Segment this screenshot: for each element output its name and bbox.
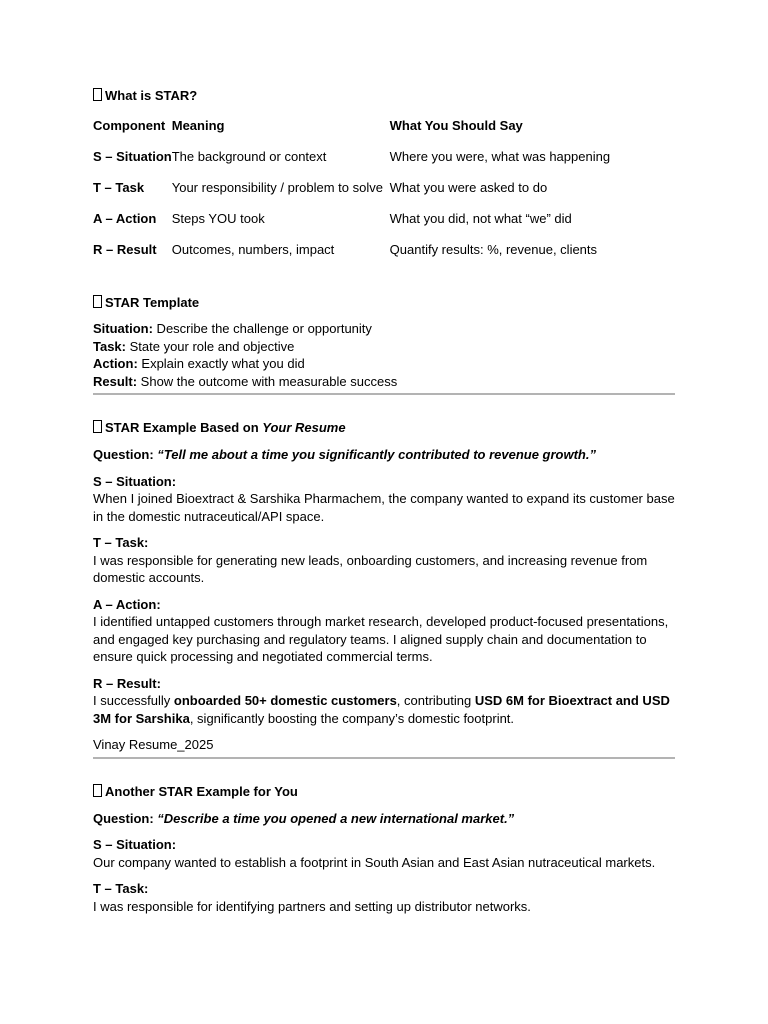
section-heading-star-example xyxy=(93,419,675,437)
situation-paragraph xyxy=(93,473,675,526)
template-label: Situation: xyxy=(93,321,153,336)
table-cell-meaning: Your responsibility / problem to solve xyxy=(171,180,383,195)
situation-text: Our company wanted to establish a footprint in South Asian and East Asian nutraceutical markets. xyxy=(93,854,656,870)
template-line xyxy=(93,338,675,356)
table-row xyxy=(93,177,675,208)
heading-text: STAR Example Based on xyxy=(105,420,263,435)
table-cell-say: Where you were, what was happening xyxy=(389,149,611,164)
template-label: Task: xyxy=(93,338,126,354)
task-text: I was responsible for generating new leads, onboarding customers, and increasing revenue from domestic accounts. xyxy=(93,552,648,585)
table-cell-say: What you were asked to do xyxy=(389,180,548,195)
document-content xyxy=(93,87,675,915)
star-components-table xyxy=(93,115,675,270)
table-cell-component: R – Result xyxy=(93,242,157,257)
result-text-mid: , contributing xyxy=(396,693,475,708)
placeholder-glyph-icon xyxy=(93,784,102,797)
task-label: T – Task: xyxy=(93,881,149,896)
horizontal-divider xyxy=(93,393,675,395)
template-line xyxy=(93,320,675,338)
situation-text: When I joined Bioextract & Sarshika Pharmachem, the company wanted to expand its customer base in the domestic nutraceutical/API space. xyxy=(93,491,675,524)
table-cell-say: What you did, not what “we” did xyxy=(389,211,572,226)
template-text: Show the outcome with measurable success xyxy=(137,373,398,389)
section-heading-star-template xyxy=(93,294,675,312)
result-highlight-customers: onboarded 50+ domestic customers xyxy=(173,693,397,708)
table-header-cell: Component xyxy=(93,118,166,133)
task-paragraph xyxy=(93,880,675,915)
heading-text: What is STAR? xyxy=(105,88,198,103)
table-header-cell: Meaning xyxy=(171,118,225,133)
table-row xyxy=(93,239,675,270)
template-line xyxy=(93,355,675,373)
section-heading-what-is-star xyxy=(93,87,675,105)
star-template-lines xyxy=(93,320,675,390)
table-header-row xyxy=(93,115,675,146)
placeholder-glyph-icon xyxy=(93,420,102,433)
table-header-cell: What You Should Say xyxy=(389,118,523,133)
result-text-post: , significantly boosting the company’s domestic footprint. xyxy=(189,710,515,726)
table-row xyxy=(93,146,675,177)
table-cell-component: T – Task xyxy=(93,180,145,195)
template-line xyxy=(93,373,675,391)
section-heading-another-example xyxy=(93,783,675,801)
result-label: R – Result: xyxy=(93,675,161,691)
source-citation: Vinay Resume_2025 xyxy=(93,737,214,752)
spacer xyxy=(93,270,675,294)
situation-label: S – Situation: xyxy=(93,473,177,489)
template-label: Action: xyxy=(93,356,138,371)
question-text: “Describe a time you opened a new international market.” xyxy=(157,810,515,826)
example-question xyxy=(93,446,675,464)
template-text: Explain exactly what you did xyxy=(137,356,305,371)
task-paragraph xyxy=(93,534,675,587)
task-label: T – Task: xyxy=(93,535,149,550)
table-cell-say: Quantify results: %, revenue, clients xyxy=(389,242,598,257)
result-text-pre: I successfully xyxy=(93,693,174,708)
template-label: Result: xyxy=(93,373,138,389)
action-text: I identified untapped customers through market research, developed product-focused presentations, and engaged key purchasing and regulatory teams. I aligned supply chain and documentation to ensure quick processing and negotiated commercial terms. xyxy=(93,614,669,664)
result-paragraph xyxy=(93,675,675,728)
table-cell-meaning: The background or context xyxy=(171,149,327,164)
heading-italic-text: Your Resume xyxy=(262,420,346,435)
situation-paragraph xyxy=(93,836,675,871)
table-row xyxy=(93,208,675,239)
situation-label: S – Situation: xyxy=(93,837,177,852)
question-label: Question: xyxy=(93,447,154,462)
heading-text: STAR Template xyxy=(105,295,200,310)
task-text: I was responsible for identifying partners and setting up distributor networks. xyxy=(93,898,531,914)
question-label: Question: xyxy=(93,810,154,826)
question-text: “Tell me about a time you significantly contributed to revenue growth.” xyxy=(157,447,596,462)
action-label: A – Action: xyxy=(93,596,161,612)
horizontal-divider xyxy=(93,757,675,759)
table-cell-component: S – Situation xyxy=(93,149,172,164)
placeholder-glyph-icon xyxy=(93,295,102,308)
example-question xyxy=(93,810,675,828)
placeholder-glyph-icon xyxy=(93,88,102,101)
table-cell-meaning: Steps YOU took xyxy=(171,211,265,226)
table-cell-meaning: Outcomes, numbers, impact xyxy=(171,242,335,257)
table-cell-component: A – Action xyxy=(93,211,157,226)
heading-text: Another STAR Example for You xyxy=(105,783,298,799)
template-text: State your role and objective xyxy=(126,338,295,354)
action-paragraph xyxy=(93,596,675,666)
result-highlight-revenue: USD 6M for Bioextract and USD 3M for Sarshika xyxy=(93,693,670,726)
template-text: Describe the challenge or opportunity xyxy=(152,321,372,336)
